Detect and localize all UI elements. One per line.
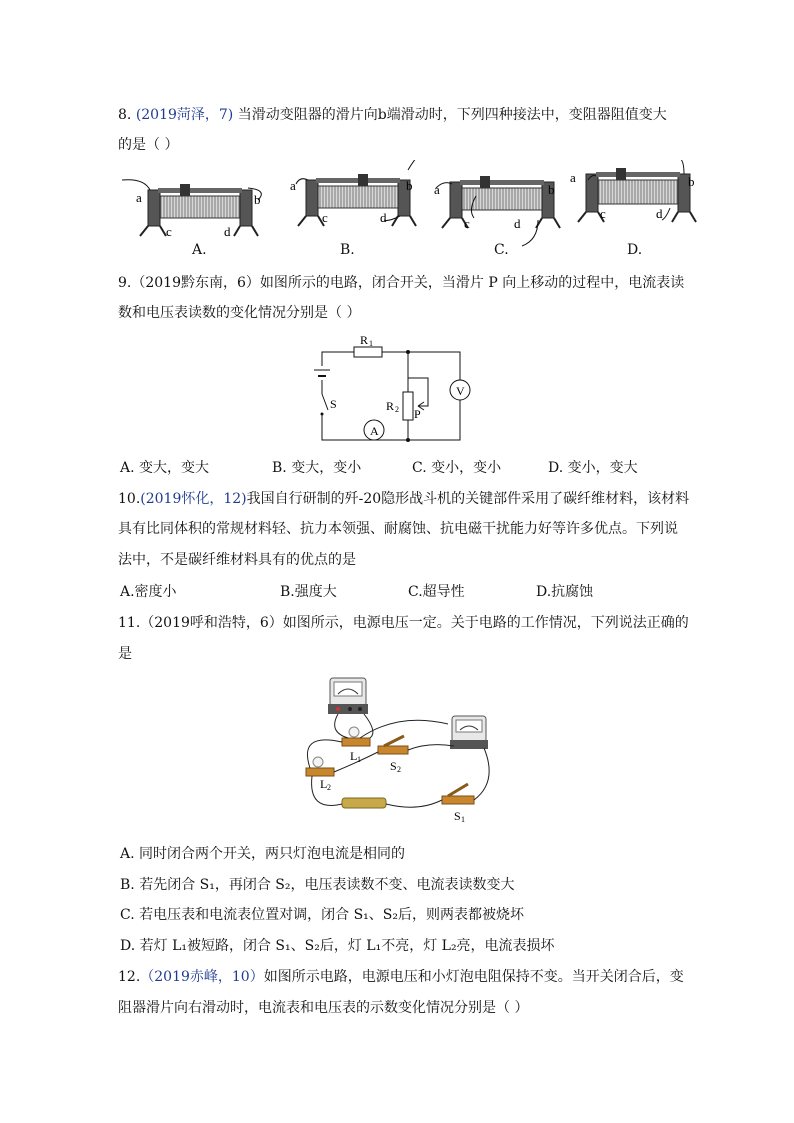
q8-d-label-c: c — [600, 206, 606, 221]
q11-option-d: D. 若灯 L₁被短路，闭合 S₁、S₂后，灯 L₁不亮，灯 L₂亮，电流表损坏 — [120, 938, 555, 954]
q9-option-c: C. 变小，变小 — [412, 460, 502, 476]
q9-label-r1: R — [360, 333, 369, 347]
q10-option-c: C.超导性 — [408, 584, 465, 600]
q8-d-label-b: b — [688, 174, 695, 189]
q9-label-r1-sub: 1 — [369, 339, 373, 348]
q10-line3: 法中，不是碳纤维材料具有的优点的是 — [118, 552, 356, 568]
q8-a-label-a: a — [136, 190, 142, 205]
q9-line1: 9.（2019黔东南，6）如图所示的电路，闭合开关，当滑片 P 向上移动的过程中，电流表读 — [118, 275, 685, 291]
q11-option-a: A. 同时闭合两个开关，两只灯泡电流是相同的 — [120, 846, 406, 862]
q8-d-label-d: d — [656, 206, 663, 221]
rheostat-figures — [118, 160, 778, 260]
q9-label-p: P — [414, 407, 421, 421]
q11-line2: 是 — [118, 646, 132, 662]
q11-label-l1: L — [350, 749, 358, 763]
q11-label-s2-sub: 2 — [397, 765, 401, 774]
q10-line2: 具有比同体积的常规材料轻、抗力本领强、耐腐蚀、抗电磁干扰能力好等许多优点。下列说 — [118, 521, 678, 537]
rheostat-c — [434, 176, 560, 246]
q11-circuit-photo — [298, 672, 498, 828]
q8-option-a: A. — [192, 242, 207, 258]
q8-b-label-a: a — [290, 178, 296, 193]
rheostat-b — [290, 160, 418, 226]
rheostat-a — [122, 180, 261, 239]
q8-option-b: B. — [340, 242, 355, 258]
q10-line1 — [118, 490, 689, 508]
q12-text-1: 如图所示电路，电源电压和小灯泡电阻保持不变。当开关闭合后，变 — [263, 969, 684, 985]
q11-label-l2-sub: 2 — [327, 783, 331, 792]
q12-line2: 阻器滑片向右滑动时，电流表和电压表的示数变化情况分别是（ ） — [118, 1000, 529, 1016]
q8-b-label-d: d — [380, 210, 387, 225]
q8-c-label-b: b — [548, 182, 555, 197]
q8-line1 — [118, 106, 667, 124]
q10-option-b: B.强度大 — [280, 584, 337, 600]
q11-line1: 11.（2019呼和浩特，6）如图所示，电源电压一定。关于电路的工作情况，下列说法正确的 — [118, 615, 689, 631]
q8-text-1: 当滑动变阻器的滑片向b端滑动时，下列四种接法中，变阻器阻值变大 — [237, 107, 667, 123]
q11-label-l2: L — [320, 777, 328, 791]
ammeter-icon — [450, 716, 488, 749]
q8-number: 8. — [118, 107, 132, 123]
q11-option-c: C. 若电压表和电流表位置对调，闭合 S₁、S₂后，则两表都被烧坏 — [120, 907, 524, 923]
q9-line2: 数和电压表读数的变化情况分别是（ ） — [118, 305, 361, 321]
q12-number: 12. — [118, 969, 141, 985]
q8-c-label-d: d — [514, 216, 521, 231]
q9-circuit-diagram — [300, 330, 500, 445]
q9-label-a: A — [370, 424, 379, 438]
q8-b-label-b: b — [406, 178, 413, 193]
q11-label-l1-sub: 1 — [357, 755, 361, 764]
q8-a-label-d: d — [224, 224, 231, 239]
q8-a-label-c: c — [166, 224, 172, 239]
q10-number: 10. — [118, 491, 141, 507]
q8-line2: 的是（ ） — [118, 137, 179, 153]
q11-option-b: B. 若先闭合 S₁，再闭合 S₂，电压表读数不变、电流表读数变大 — [120, 877, 515, 893]
q11-label-s1-sub: 1 — [461, 815, 465, 824]
q12-line1 — [118, 968, 684, 986]
q9-option-d: D. 变小，变大 — [548, 460, 638, 476]
q10-source: (2019怀化，12) — [140, 491, 247, 507]
q11-label-s2: S — [390, 759, 397, 773]
voltmeter-icon — [328, 678, 368, 714]
q9-option-a: A. 变大，变大 — [120, 460, 210, 476]
q10-option-d: D.抗腐蚀 — [536, 584, 594, 600]
q8-option-d: D. — [627, 242, 643, 258]
q10-option-a: A.密度小 — [120, 584, 177, 600]
q8-c-label-c: c — [464, 216, 470, 231]
q8-option-c: C. — [494, 242, 509, 258]
q10-text-1: 我国自行研制的歼-20隐形战斗机的关键部件采用了碳纤维材料，该材料 — [246, 491, 690, 507]
q12-source: （2019赤峰，10） — [140, 969, 264, 985]
q9-label-v: V — [456, 384, 465, 398]
q9-option-b: B. 变大，变小 — [272, 460, 362, 476]
q8-b-label-c: c — [322, 210, 328, 225]
q8-source: (2019菏泽，7) — [135, 107, 234, 123]
rheostat-d — [570, 160, 696, 222]
q11-label-s1: S — [454, 809, 461, 823]
q8-a-label-b: b — [254, 192, 261, 207]
q8-c-label-a: a — [434, 182, 440, 197]
q9-label-r2: R — [386, 399, 395, 413]
q9-label-r2-sub: 2 — [395, 405, 399, 414]
q8-d-label-a: a — [570, 170, 576, 185]
q9-label-s: S — [330, 397, 337, 411]
